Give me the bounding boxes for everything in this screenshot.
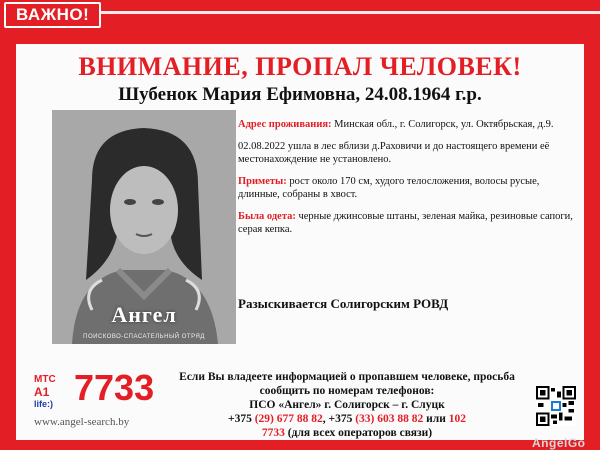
contact-line-2: сообщить по номерам телефонов: <box>259 385 435 397</box>
phone-3[interactable]: 102 <box>448 413 466 425</box>
phone-1[interactable]: (29) 677 88 82 <box>254 413 323 425</box>
missing-person-photo <box>52 110 236 344</box>
phone-4[interactable]: 7733 <box>261 427 285 439</box>
features-paragraph <box>238 175 578 201</box>
phone-prefix: +375 <box>228 413 255 425</box>
circumstances-paragraph: 02.08.2022 ушла в лес вблизи д.Раховичи и до настоящего времени её местонахождение не установлено. <box>238 141 550 165</box>
angel-watermark: Ангел <box>111 302 177 327</box>
poster-panel <box>16 44 584 440</box>
clothes-label: Была одета: <box>238 211 296 222</box>
wanted-by: Разыскивается Солигорским РОВД <box>238 296 449 311</box>
top-bar <box>0 0 600 30</box>
address-value: Минская обл., г. Солигорск, ул. Октябрьская, д.9. <box>331 119 554 130</box>
phone-4-note: (для всех операторов связи) <box>284 427 433 439</box>
clothes-value: черные джинсовые штаны, зеленая майка, резиновые сапоги, серая кепка. <box>238 211 573 235</box>
contact-line-1: Если Вы владеете информацией о пропавшем человеке, просьба <box>179 371 515 383</box>
a1-logo: A1 <box>34 385 50 399</box>
life-logo: life:) <box>34 399 53 409</box>
qr-code-icon <box>536 386 576 426</box>
person-details <box>238 118 578 245</box>
address-paragraph <box>238 118 578 131</box>
contact-footer <box>16 366 584 440</box>
contact-phones <box>172 412 522 426</box>
address-label: Адрес проживания: <box>238 119 332 130</box>
poster-headline: ВНИМАНИЕ, ПРОПАЛ ЧЕЛОВЕК! <box>78 52 522 81</box>
phone-separator: , +375 <box>322 413 356 425</box>
phone-2[interactable]: (33) 603 88 82 <box>355 413 424 425</box>
short-number: 7733 <box>74 367 155 408</box>
website-link[interactable]: www.angel-search.by <box>34 416 130 428</box>
important-badge: ВАЖНО! <box>4 2 101 28</box>
features-label: Приметы: <box>238 176 287 187</box>
missing-person-name: Шубенок Мария Ефимовна, 24.08.1964 г.р. <box>118 84 482 105</box>
contact-line-3: ПСО «Ангел» г. Солигорск – г. Слуцк <box>249 399 445 411</box>
features-value: рост около 170 см, худого телосложения, волосы русые, длинные, собраны в хвост. <box>238 176 540 200</box>
operator-logos <box>34 374 72 410</box>
contact-short-line <box>172 426 522 440</box>
corner-watermark: AngelGo <box>532 436 586 450</box>
angel-watermark-caption: ПОИСКОВО-СПАСАТЕЛЬНЫЙ ОТРЯД <box>83 334 205 340</box>
clothes-paragraph <box>238 210 578 236</box>
contact-info <box>172 370 522 440</box>
header-stripe <box>100 11 600 14</box>
mts-logo: МТС <box>34 374 56 385</box>
phone-or: или <box>423 413 449 425</box>
